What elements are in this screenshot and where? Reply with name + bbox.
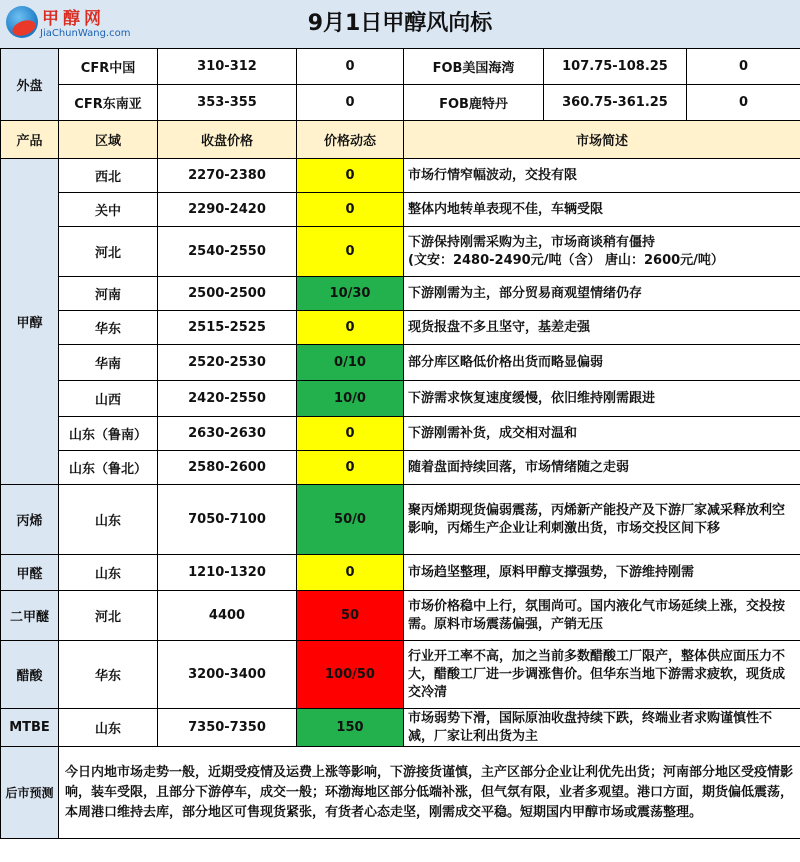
- summary-cell: 下游刚需为主，部分贸易商观望情绪仍存: [404, 277, 800, 311]
- forecast-label: 后市预测: [1, 747, 59, 839]
- region-cell: 华东: [59, 311, 158, 345]
- product-name: 丙烯: [1, 485, 59, 555]
- summary-cell: 随着盘面持续回落，市场情绪随之走弱: [404, 451, 800, 485]
- table-row: [1, 85, 800, 121]
- table-row: [1, 381, 800, 417]
- change-cell: 0: [297, 417, 404, 451]
- change-cell: 10/30: [297, 277, 404, 311]
- page-title: 9月1日甲醇风向标: [307, 11, 493, 36]
- col-summary: 市场简述: [404, 121, 800, 159]
- price-cell: 7350-7350: [158, 709, 297, 747]
- price-cell: 2500-2500: [158, 277, 297, 311]
- col-change: 价格动态: [297, 121, 404, 159]
- change-cell: 0: [297, 555, 404, 591]
- price-cell: 7050-7100: [158, 485, 297, 555]
- table-row: [1, 555, 800, 591]
- region-cell: 西北: [59, 159, 158, 193]
- table-row: [1, 591, 800, 641]
- price-cell: 3200-3400: [158, 641, 297, 709]
- price-cell: 2515-2525: [158, 311, 297, 345]
- site-logo[interactable]: [2, 2, 132, 46]
- summary-cell: 市场行情窄幅波动，交投有限: [404, 159, 800, 193]
- table-row: [1, 311, 800, 345]
- region-cell: 山东（鲁南）: [59, 417, 158, 451]
- region-cell: 山东: [59, 485, 158, 555]
- change-cell: 100/50: [297, 641, 404, 709]
- forecast-text: 今日内地市场走势一般，近期受疫情及运费上涨等影响，下游接货谨慎，主产区部分企业让利优先出货；河南部分地区受疫情影响，装车受限，且部分下游停车，成交一般；环渤海地区部分低端补涨，但气氛有限，业者多观望。港口方面，期货偏低震荡，本周港口维持去库，部分地区可售现货紧张，有货者心态走坚，刚需成交平稳。短期国内甲醇市场或震荡整理。: [59, 747, 800, 839]
- table-row: [1, 709, 800, 747]
- change-cell: 0: [297, 451, 404, 485]
- outer-range: 310-312: [158, 49, 297, 85]
- outer-change: 0: [297, 85, 404, 121]
- price-cell: 2630-2630: [158, 417, 297, 451]
- region-cell: 华南: [59, 345, 158, 381]
- table-row: [1, 451, 800, 485]
- table-row: [1, 417, 800, 451]
- change-cell: 50/0: [297, 485, 404, 555]
- change-cell: 50: [297, 591, 404, 641]
- summary-cell: 下游保持刚需采购为主，市场商谈稍有僵持 (文安：2480-2490元/吨（含） 唐山：2600元/吨）: [404, 227, 800, 277]
- product-name: 醋酸: [1, 641, 59, 709]
- summary-cell: 下游刚需补货，成交相对温和: [404, 417, 800, 451]
- change-cell: 0: [297, 311, 404, 345]
- price-cell: 4400: [158, 591, 297, 641]
- summary-cell: 部分库区略低价格出货而略显偏弱: [404, 345, 800, 381]
- summary-cell: 市场弱势下滑，国际原油收盘持续下跌，终端业者求购谨慎性不减，厂家让利出货为主: [404, 709, 800, 747]
- logo-text-en: JiaChunWang.com: [40, 28, 131, 39]
- product-name: MTBE: [1, 709, 59, 747]
- product-name: 二甲醚: [1, 591, 59, 641]
- table-row: [1, 121, 800, 159]
- summary-cell: 整体内地转单表现不佳，车辆受限: [404, 193, 800, 227]
- region-cell: 河北: [59, 591, 158, 641]
- table-row: [1, 345, 800, 381]
- outer-name: CFR东南亚: [59, 85, 158, 121]
- col-product: 产品: [1, 121, 59, 159]
- outer-name-2: FOB鹿特丹: [404, 85, 544, 121]
- summary-cell: 下游需求恢复速度缓慢，依旧维持刚需跟进: [404, 381, 800, 417]
- price-cell: 2290-2420: [158, 193, 297, 227]
- col-region: 区域: [59, 121, 158, 159]
- region-cell: 山东（鲁北）: [59, 451, 158, 485]
- outer-name: CFR中国: [59, 49, 158, 85]
- change-cell: 150: [297, 709, 404, 747]
- region-cell: 山东: [59, 555, 158, 591]
- region-cell: 山东: [59, 709, 158, 747]
- summary-cell: 现货报盘不多且坚守，基差走强: [404, 311, 800, 345]
- change-cell: 0: [297, 159, 404, 193]
- price-cell: 2520-2530: [158, 345, 297, 381]
- header-bar: [0, 0, 800, 49]
- outer-change-2: 0: [687, 85, 800, 121]
- change-cell: 0/10: [297, 345, 404, 381]
- region-cell: 河南: [59, 277, 158, 311]
- price-cell: 2270-2380: [158, 159, 297, 193]
- region-cell: 河北: [59, 227, 158, 277]
- product-name: 甲醇: [1, 159, 59, 485]
- table-row: [1, 193, 800, 227]
- price-cell: 2580-2600: [158, 451, 297, 485]
- region-cell: 关中: [59, 193, 158, 227]
- globe-logo-icon: [6, 6, 38, 38]
- summary-cell: 聚丙烯期现货偏弱震荡，丙烯新产能投产及下游厂家减采释放利空影响，丙烯生产企业让利刺激出货，市场交投区间下移: [404, 485, 800, 555]
- summary-cell: 行业开工率不高，加之当前多数醋酸工厂限产，整体供应面压力不大，醋酸工厂进一步调涨售价。但华东当地下游需求疲软，现货成交冷清: [404, 641, 800, 709]
- price-cell: 2540-2550: [158, 227, 297, 277]
- outer-market-label: 外盘: [1, 49, 59, 121]
- table-row: [1, 49, 800, 85]
- summary-cell: 市场价格稳中上行，氛围尚可。国内液化气市场延续上涨，交投按需。原料市场震荡偏强，产销无压: [404, 591, 800, 641]
- table-row: [1, 641, 800, 709]
- region-cell: 山西: [59, 381, 158, 417]
- table-row: [1, 485, 800, 555]
- region-cell: 华东: [59, 641, 158, 709]
- table-row: [1, 277, 800, 311]
- outer-name-2: FOB美国海湾: [404, 49, 544, 85]
- summary-cell: 市场趋坚整理，原料甲醇支撑强势，下游维持刚需: [404, 555, 800, 591]
- change-cell: 10/0: [297, 381, 404, 417]
- outer-change: 0: [297, 49, 404, 85]
- outer-range-2: 360.75-361.25: [544, 85, 687, 121]
- product-name: 甲醛: [1, 555, 59, 591]
- outer-range: 353-355: [158, 85, 297, 121]
- price-table: [0, 48, 800, 839]
- outer-change-2: 0: [687, 49, 800, 85]
- price-cell: 1210-1320: [158, 555, 297, 591]
- table-row: [1, 227, 800, 277]
- change-cell: 0: [297, 227, 404, 277]
- outer-range-2: 107.75-108.25: [544, 49, 687, 85]
- col-price: 收盘价格: [158, 121, 297, 159]
- table-row: [1, 747, 800, 839]
- change-cell: 0: [297, 193, 404, 227]
- table-row: [1, 159, 800, 193]
- price-cell: 2420-2550: [158, 381, 297, 417]
- logo-text-cn: 甲醇网: [42, 9, 105, 29]
